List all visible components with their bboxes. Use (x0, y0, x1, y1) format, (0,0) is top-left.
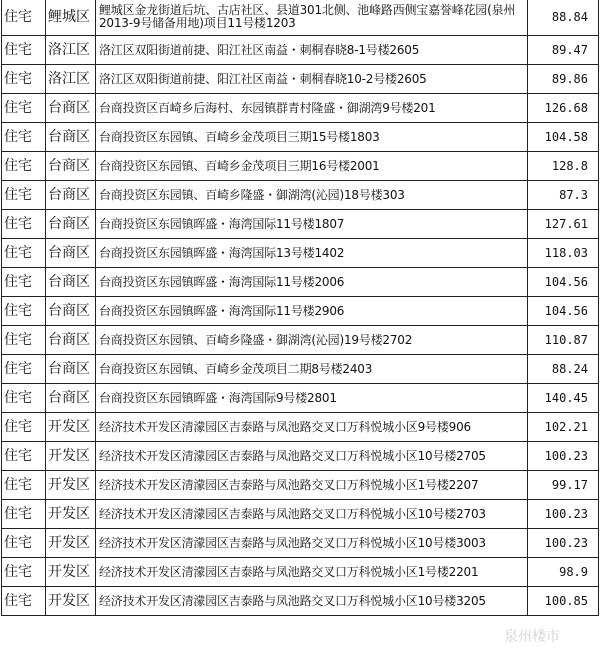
cell-project: 台商投资区东园镇、百崎乡隆盛・御湖湾(沁园)19号楼2702 (96, 326, 528, 355)
cell-type: 住宅 (2, 355, 46, 384)
cell-area: 100.23 (528, 529, 599, 558)
table-row (2, 152, 599, 181)
cell-project: 台商投资区东园镇晖盛・海湾国际13号楼1402 (96, 239, 528, 268)
cell-district: 台商区 (46, 152, 96, 181)
cell-type: 住宅 (2, 0, 46, 36)
cell-district: 开发区 (46, 471, 96, 500)
cell-type: 住宅 (2, 239, 46, 268)
cell-type: 住宅 (2, 529, 46, 558)
cell-district: 开发区 (46, 413, 96, 442)
cell-area: 104.58 (528, 123, 599, 152)
cell-type: 住宅 (2, 558, 46, 587)
cell-project: 台商投资区东园镇晖盛・海湾国际11号楼2006 (96, 268, 528, 297)
table-row (2, 94, 599, 123)
cell-project: 台商投资区东园镇晖盛・海湾国际9号楼2801 (96, 384, 528, 413)
cell-district: 台商区 (46, 239, 96, 268)
cell-area: 127.61 (528, 210, 599, 239)
cell-area: 89.86 (528, 65, 599, 94)
cell-type: 住宅 (2, 152, 46, 181)
cell-type: 住宅 (2, 384, 46, 413)
cell-type: 住宅 (2, 587, 46, 616)
cell-project: 经济技术开发区清濛园区吉泰路与凤池路交叉口万科悦城小区10号楼2703 (96, 500, 528, 529)
table-row (2, 442, 599, 471)
housing-table (1, 0, 599, 616)
cell-project: 经济技术开发区清濛园区吉泰路与凤池路交叉口万科悦城小区1号楼2201 (96, 558, 528, 587)
cell-district: 台商区 (46, 210, 96, 239)
cell-district: 开发区 (46, 442, 96, 471)
cell-project: 台商投资区东园镇晖盛・海湾国际11号楼2906 (96, 297, 528, 326)
cell-type: 住宅 (2, 65, 46, 94)
cell-area: 100.23 (528, 500, 599, 529)
cell-area: 102.21 (528, 413, 599, 442)
table-row (2, 36, 599, 65)
cell-project: 台商投资区百崎乡后海村、东园镇群青村隆盛・御湖湾9号楼201 (96, 94, 528, 123)
cell-project: 经济技术开发区清濛园区吉泰路与凤池路交叉口万科悦城小区10号楼3003 (96, 529, 528, 558)
cell-district: 台商区 (46, 94, 96, 123)
cell-type: 住宅 (2, 442, 46, 471)
table-row (2, 471, 599, 500)
cell-type: 住宅 (2, 413, 46, 442)
table-row (2, 210, 599, 239)
cell-type: 住宅 (2, 326, 46, 355)
cell-type: 住宅 (2, 36, 46, 65)
cell-project: 台商投资区东园镇晖盛・海湾国际11号楼1807 (96, 210, 528, 239)
table-row (2, 326, 599, 355)
cell-type: 住宅 (2, 500, 46, 529)
table-row (2, 413, 599, 442)
cell-project: 鲤城区金龙街道后坑、古店社区、县道301北侧、池峰路西侧宝嘉誉峰花园(泉州2013-9号储备用地)项目11号楼1203 (96, 0, 528, 36)
cell-area: 110.87 (528, 326, 599, 355)
table-row (2, 181, 599, 210)
cell-project: 经济技术开发区清濛园区吉泰路与凤池路交叉口万科悦城小区1号楼2207 (96, 471, 528, 500)
cell-area: 99.17 (528, 471, 599, 500)
cell-project: 台商投资区东园镇、百崎乡金茂项目三期15号楼1803 (96, 123, 528, 152)
cell-project: 洛江区双阳街道前捷、阳江社区南益・刺桐春晓10-2号楼2605 (96, 65, 528, 94)
cell-district: 鲤城区 (46, 0, 96, 36)
table-row (2, 297, 599, 326)
cell-district: 台商区 (46, 355, 96, 384)
table-row (2, 65, 599, 94)
cell-district: 台商区 (46, 123, 96, 152)
watermark: 泉州楼市 (504, 629, 560, 645)
cell-project: 经济技术开发区清濛园区吉泰路与凤池路交叉口万科悦城小区10号楼2705 (96, 442, 528, 471)
cell-area: 104.56 (528, 268, 599, 297)
cell-district: 开发区 (46, 558, 96, 587)
cell-area: 98.9 (528, 558, 599, 587)
table-row (2, 500, 599, 529)
cell-district: 洛江区 (46, 36, 96, 65)
table-row (2, 355, 599, 384)
cell-area: 104.56 (528, 297, 599, 326)
cell-district: 开发区 (46, 500, 96, 529)
table-row (2, 123, 599, 152)
cell-area: 128.8 (528, 152, 599, 181)
cell-project: 台商投资区东园镇、百崎乡金茂项目三期16号楼2001 (96, 152, 528, 181)
cell-area: 89.47 (528, 36, 599, 65)
cell-type: 住宅 (2, 94, 46, 123)
table-row (2, 558, 599, 587)
cell-area: 100.23 (528, 442, 599, 471)
table-row (2, 239, 599, 268)
cell-area: 100.85 (528, 587, 599, 616)
cell-project: 洛江区双阳街道前捷、阳江社区南益・刺桐春晓8-1号楼2605 (96, 36, 528, 65)
cell-area: 126.68 (528, 94, 599, 123)
cell-type: 住宅 (2, 210, 46, 239)
cell-project: 经济技术开发区清濛园区吉泰路与凤池路交叉口万科悦城小区10号楼3205 (96, 587, 528, 616)
table-row (2, 529, 599, 558)
cell-district: 开发区 (46, 587, 96, 616)
table-row (2, 587, 599, 616)
cell-district: 台商区 (46, 181, 96, 210)
cell-project: 台商投资区东园镇、百崎乡金茂项目二期8号楼2403 (96, 355, 528, 384)
cell-district: 台商区 (46, 297, 96, 326)
cell-district: 台商区 (46, 268, 96, 297)
cell-area: 88.24 (528, 355, 599, 384)
cell-type: 住宅 (2, 181, 46, 210)
table-row (2, 268, 599, 297)
table-row (2, 384, 599, 413)
cell-area: 87.3 (528, 181, 599, 210)
cell-district: 台商区 (46, 326, 96, 355)
cell-district: 开发区 (46, 529, 96, 558)
table-row (2, 0, 599, 36)
cell-project: 台商投资区东园镇、百崎乡隆盛・御湖湾(沁园)18号楼303 (96, 181, 528, 210)
cell-area: 140.45 (528, 384, 599, 413)
cell-project: 经济技术开发区清濛园区吉泰路与凤池路交叉口万科悦城小区9号楼906 (96, 413, 528, 442)
cell-district: 洛江区 (46, 65, 96, 94)
cell-type: 住宅 (2, 471, 46, 500)
cell-type: 住宅 (2, 297, 46, 326)
cell-area: 88.84 (528, 0, 599, 36)
cell-type: 住宅 (2, 268, 46, 297)
cell-type: 住宅 (2, 123, 46, 152)
cell-district: 台商区 (46, 384, 96, 413)
cell-area: 118.03 (528, 239, 599, 268)
